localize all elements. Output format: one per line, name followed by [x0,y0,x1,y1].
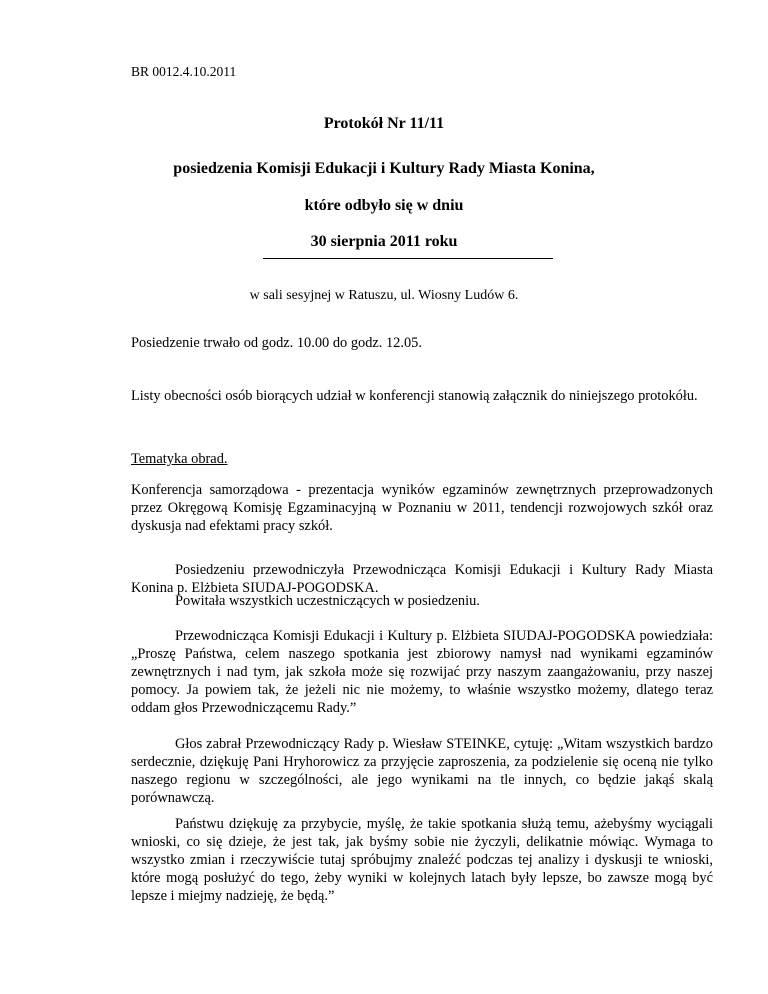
document-reference: BR 0012.4.10.2011 [131,64,237,79]
chairwoman-statement: Przewodnicząca Komisji Edukacji i Kultury p. Elżbieta SIUDAJ-POGODSKA powiedziała: „Proszę Państwa, celem naszego spotkania jest zbiorowy namysł nad wynikami egzaminów zewnętrznych i nad tym, jak szkoła może się rozwijać przy naszym zaangażowaniu, przy naszej pomocy. Ja powiem tak, że jeżeli nic nie możemy, to właśnie wszystko możemy, dlatego teraz oddam głos Przewodniczącemu Rady.” [131,628,713,716]
meeting-duration: Posiedzenie trwało od godz. 10.00 do godz. 12.05. [131,335,422,351]
protocol-title: Protokół Nr 11/11 [323,115,445,132]
topic-heading: Tematyka obrad. [131,451,228,467]
title-underline [263,258,553,259]
attendance-note: Listy obecności osób biorących udział w konferencji stanowią załącznik do niniejszego protokółu. [131,388,698,404]
meeting-date: 30 sierpnia 2011 roku [310,233,458,250]
council-chair-statement: Głos zabrał Przewodniczący Rady p. Wiesław STEINKE, cytuję: „Witam wszystkich bardzo serdecznie, dziękuję Pani Hryhorowicz za przyjęcie zaproszenia, za podzielenie się oceną nie tylko naszego regionu w szczególności, ale jego wynikami na tle innych, co będzie jakąś skalą porównawczą. [131,736,713,806]
meeting-name: posiedzenia Komisji Edukacji i Kultury Rady Miasta Konina, [173,160,595,177]
chair-paragraph: Posiedzeniu przewodniczyła Przewodnicząca Komisji Edukacji i Kultury Rady Miasta Konina p. Elżbieta SIUDAJ-POGODSKA. [131,562,713,596]
greeting-paragraph: Powitała wszystkich uczestniczących w posiedzeniu. [175,593,480,609]
meeting-place: w sali sesyjnej w Ratuszu, ul. Wiosny Ludów 6. [249,288,519,303]
council-chair-statement-continued: Państwu dziękuję za przybycie, myślę, że takie spotkania służą temu, ażebyśmy wyciągali wnioski, co się dzieje, że jest tak, jak byśmy sobie nie życzyli, delikatnie mówiąc. Wymaga to wszystko zmian i rzeczywiście tutaj spróbujmy znaleźć podczas tej analizy i dyskusji te wnioski, które mogą posłużyć do tego, żeby wyniki w kolejnych latach były lepsze, bo zawsze mogą być lepsze i miejmy nadzieję, że będą.” [131,816,713,904]
topic-text: Konferencja samorządowa - prezentacja wyników egzaminów zewnętrznych przeprowadzonych przez Okręgową Komisję Egzaminacyjną w Poznaniu w 2011, tendencji rozwojowych szkół oraz dyskusja nad efektami pracy szkół. [131,482,713,534]
meeting-date-intro: które odbyło się w dniu [304,197,464,214]
